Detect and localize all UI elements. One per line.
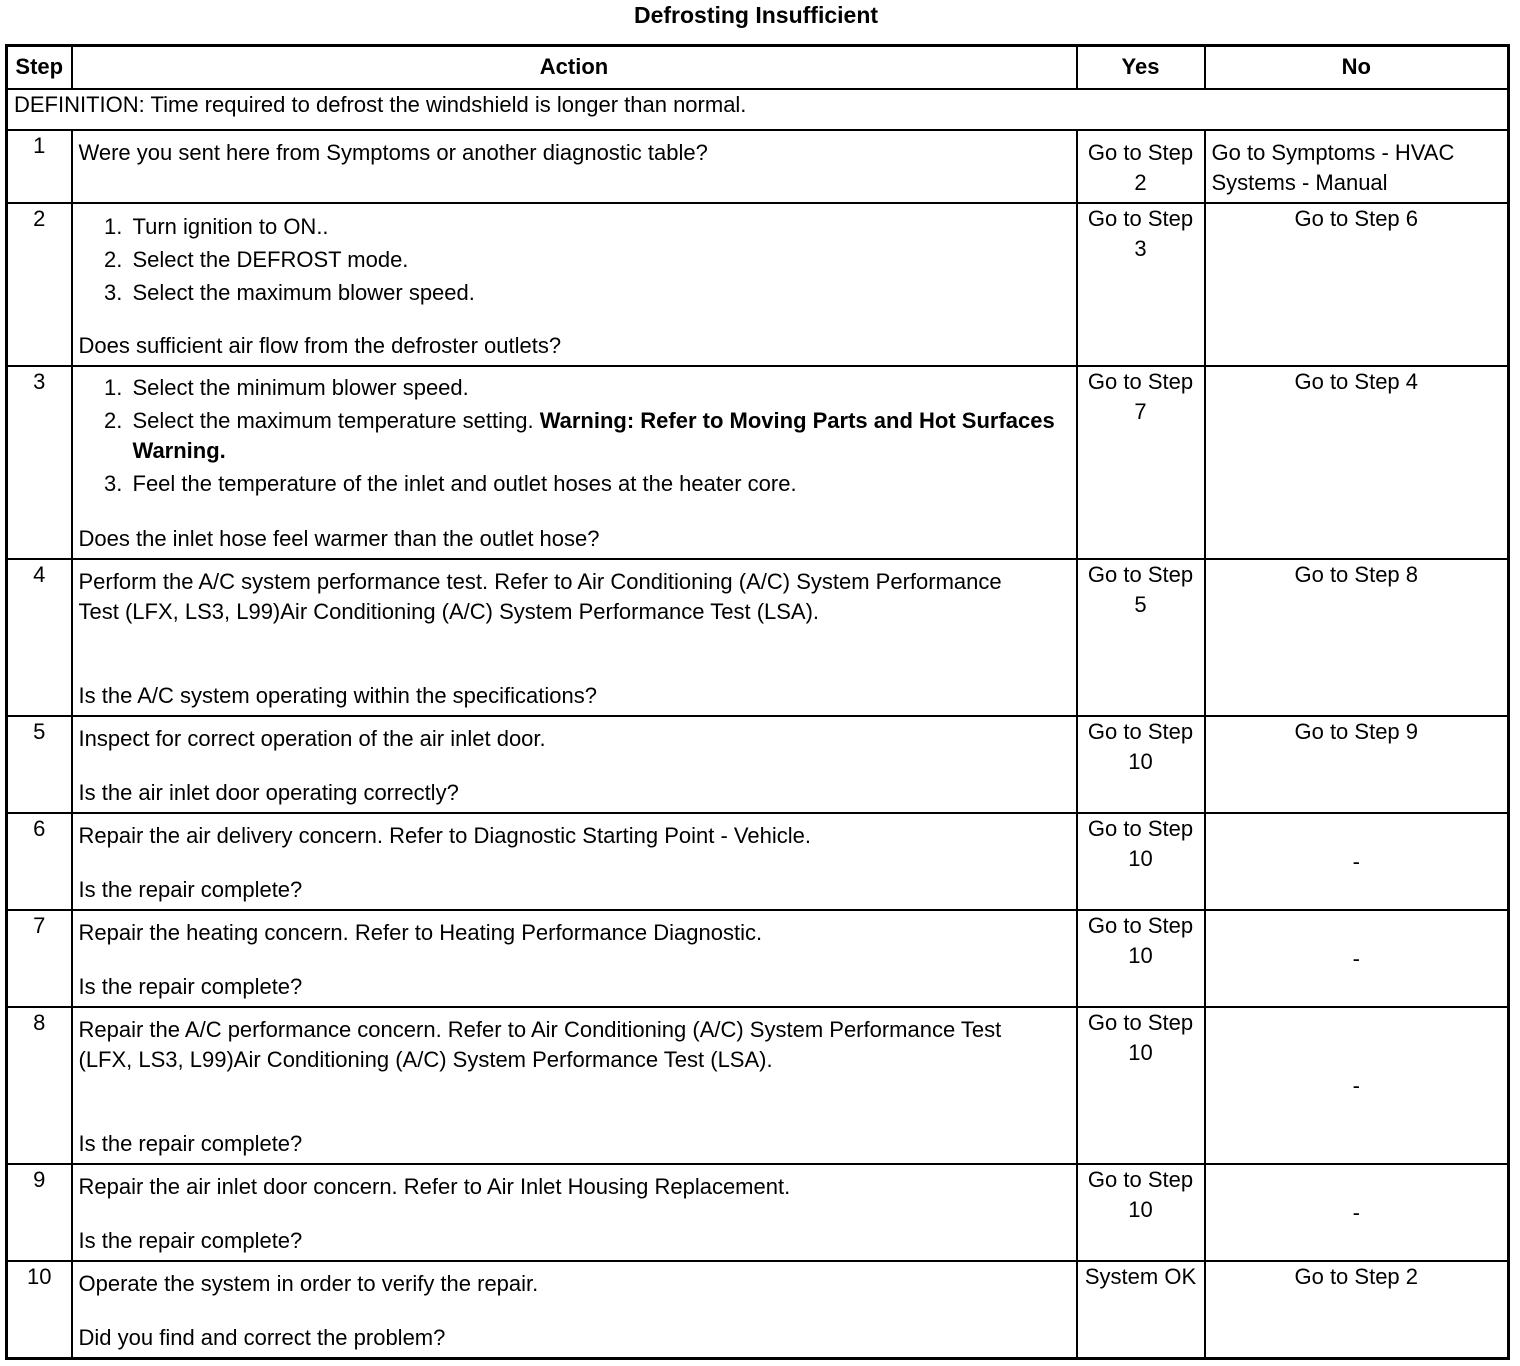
- header-no: No: [1205, 46, 1509, 89]
- no-cell: -: [1205, 1164, 1509, 1261]
- action-question: Is the repair complete?: [78, 974, 303, 1000]
- table-row: [7, 1007, 1509, 1164]
- header-yes: Yes: [1077, 46, 1205, 89]
- action-question: Is the air inlet door operating correctly?: [78, 779, 459, 805]
- page-title: Defrosting Insufficient: [633, 2, 879, 28]
- step-number: 4: [7, 559, 72, 716]
- yes-cell: Go to Step 10: [1077, 1007, 1205, 1164]
- step-number: 7: [7, 910, 72, 1007]
- table-row: [7, 813, 1509, 910]
- list-item: [129, 406, 1070, 466]
- yes-cell: Go to Step 10: [1077, 716, 1205, 813]
- no-cell: -: [1205, 1007, 1509, 1164]
- action-text: Perform the A/C system performance test. Refer to Air Conditioning (A/C) System Performance Test (LFX, LS3, L99)Air Conditioning (A/C) System Performance Test (LSA).: [78, 568, 1002, 624]
- yes-cell: Go to Step 7: [1077, 366, 1205, 559]
- action-text: Repair the heating concern. Refer to Heating Performance Diagnostic.: [78, 920, 763, 946]
- no-cell: Go to Step 6: [1205, 203, 1509, 366]
- action-text: Were you sent here from Symptoms or another diagnostic table?: [78, 139, 708, 165]
- yes-cell: Go to Step 10: [1077, 813, 1205, 910]
- yes-cell: Go to Step 2: [1077, 130, 1205, 203]
- list-item: 1. Turn ignition to ON..: [129, 210, 1070, 243]
- definition-text: DEFINITION: Time required to defrost the windshield is longer than normal.: [7, 89, 1509, 130]
- table-row: [7, 130, 1509, 203]
- warning-text: Warning: Refer to Moving Parts and Hot Surfaces Warning.: [132, 407, 1055, 463]
- step-number: 2: [7, 203, 72, 366]
- action-text: Operate the system in order to verify the repair.: [78, 1271, 539, 1297]
- action-cell: [72, 1164, 1077, 1261]
- table-row: [7, 910, 1509, 1007]
- no-cell: Go to Step 9: [1205, 716, 1509, 813]
- action-question: Is the repair complete?: [78, 1131, 303, 1157]
- table-row: [7, 716, 1509, 813]
- list-item: 2. Select the DEFROST mode.: [129, 243, 1070, 276]
- action-question: Does the inlet hose feel warmer than the outlet hose?: [78, 525, 600, 551]
- action-question: Is the A/C system operating within the specifications?: [78, 682, 597, 708]
- yes-cell: Go to Step 3: [1077, 203, 1205, 366]
- yes-cell: System OK: [1077, 1261, 1205, 1358]
- list-item: 1. Select the minimum blower speed.: [129, 373, 1070, 403]
- action-question: Did you find and correct the problem?: [78, 1325, 446, 1351]
- header-row: [7, 46, 1509, 89]
- diagnostic-table: [5, 44, 1510, 1360]
- action-text: Repair the A/C performance concern. Refer to Air Conditioning (A/C) System Performance Test (LFX, LS3, L99)Air Conditioning (A/C) System Performance Test (LSA).: [78, 1017, 1002, 1073]
- list-item-text: Select the maximum temperature setting.: [132, 407, 534, 433]
- no-cell: Go to Symptoms - HVAC Systems - Manual: [1205, 130, 1509, 203]
- no-cell: Go to Step 2: [1205, 1261, 1509, 1358]
- no-cell: Go to Step 4: [1205, 366, 1509, 559]
- action-cell: [72, 813, 1077, 910]
- table-row: [7, 203, 1509, 366]
- no-cell: -: [1205, 813, 1509, 910]
- action-list: [79, 367, 1070, 499]
- header-step: Step: [7, 46, 72, 89]
- header-action: Action: [72, 46, 1077, 89]
- step-number: 6: [7, 813, 72, 910]
- yes-cell: Go to Step 10: [1077, 910, 1205, 1007]
- no-cell: Go to Step 8: [1205, 559, 1509, 716]
- action-cell: [72, 910, 1077, 1007]
- action-cell: [72, 1007, 1077, 1164]
- table-row: [7, 559, 1509, 716]
- action-text: Repair the air delivery concern. Refer to Diagnostic Starting Point - Vehicle.: [78, 823, 811, 849]
- action-cell: [72, 366, 1077, 559]
- action-cell: [72, 130, 1077, 203]
- list-item: 3. Select the maximum blower speed.: [129, 276, 1070, 309]
- yes-cell: Go to Step 10: [1077, 1164, 1205, 1261]
- no-cell: -: [1205, 910, 1509, 1007]
- step-number: 1: [7, 130, 72, 203]
- step-number: 10: [7, 1261, 72, 1358]
- action-question: Is the repair complete?: [78, 877, 303, 903]
- table-row: [7, 1261, 1509, 1358]
- table-row: [7, 366, 1509, 559]
- step-number: 8: [7, 1007, 72, 1164]
- step-number: 5: [7, 716, 72, 813]
- action-cell: [72, 716, 1077, 813]
- step-number: 3: [7, 366, 72, 559]
- yes-cell: Go to Step 5: [1077, 559, 1205, 716]
- action-question: Is the repair complete?: [78, 1228, 303, 1254]
- action-text: Inspect for correct operation of the air inlet door.: [78, 725, 546, 751]
- definition-row: [7, 89, 1509, 130]
- action-question: Does sufficient air flow from the defroster outlets?: [78, 332, 562, 358]
- step-number: 9: [7, 1164, 72, 1261]
- table-row: [7, 1164, 1509, 1261]
- action-text: Repair the air inlet door concern. Refer to Air Inlet Housing Replacement.: [78, 1174, 791, 1200]
- action-cell: [72, 1261, 1077, 1358]
- action-list: [79, 204, 1070, 309]
- action-cell: [72, 203, 1077, 366]
- list-item: 3. Feel the temperature of the inlet and outlet hoses at the heater core.: [129, 469, 1070, 499]
- action-cell: [72, 559, 1077, 716]
